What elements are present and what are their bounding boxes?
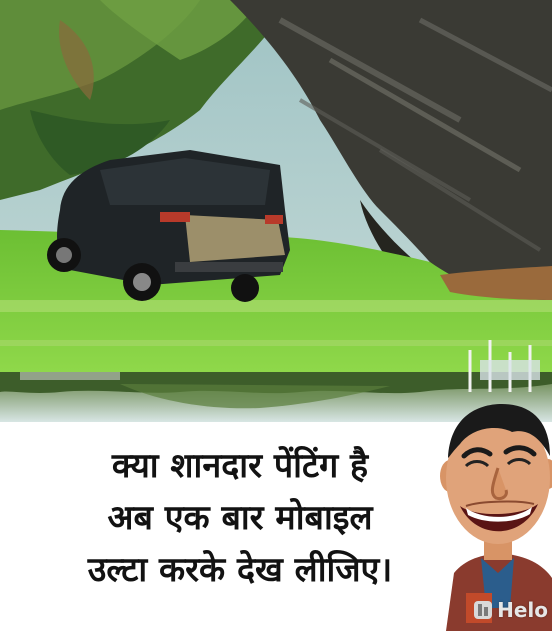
caption-line-2: अब एक बार मोबाइल xyxy=(107,498,373,538)
helo-logo-icon xyxy=(473,600,493,620)
caption xyxy=(40,440,440,596)
caption-line-1: क्या शानदार पेंटिंग है xyxy=(111,446,369,486)
helo-watermark xyxy=(473,597,548,623)
helo-watermark-text: Helo xyxy=(497,598,548,622)
caption-line-3: उल्टा करके देख लीजिए। xyxy=(87,550,393,590)
